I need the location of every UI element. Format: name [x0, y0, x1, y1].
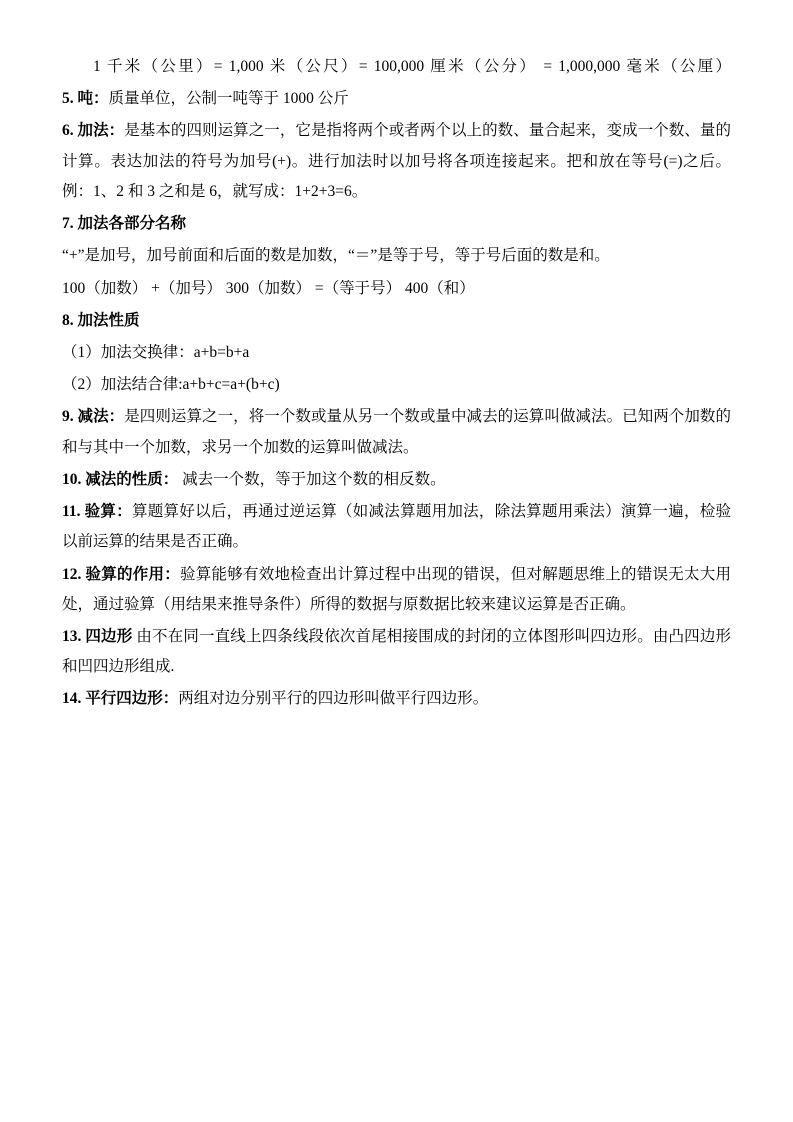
item-14-text: 两组对边分别平行的四边形叫做平行四边形。 [178, 690, 489, 708]
item-7-example-text: 100（加数） +（加号） 300（加数） =（等于号） 400（和） [62, 279, 475, 297]
item-12-text: 验算能够有效地检查出计算过程中出现的错误，但对解题思维上的错误无太大用处，通过验算（用结果来推导条件）所得的数据与原数据比较来建议运算是否正确。 [62, 565, 731, 613]
item-7-body-text: “+”是加号，加号前面和后面的数是加数，“＝”是等于号，等于号后面的数是和。 [62, 247, 610, 265]
item-10-text: 减去一个数，等于加这个数的相反数。 [178, 470, 446, 488]
item-11-lead: 11. 验算： [62, 503, 132, 521]
paragraph-item-5 [62, 84, 731, 114]
item-6-text: 是基本的四则运算之一，它是指将两个或者两个以上的数、量合起来，变成一个数、量的计算。表达加法的符号为加号(+)。进行加法时以加号将各项连接起来。把和放在等号(=)之后。 例：1、2 和 3 之和是 6，就写成：1+2+3=6。 [62, 122, 731, 200]
item-13-lead: 13. 四边形 [62, 627, 133, 645]
item-9-text: 是四则运算之一，将一个数或量从另一个数或量中减去的运算叫做减法。已知两个加数的和与其中一个加数，求另一个加数的运算叫做减法。 [62, 408, 731, 456]
paragraph-item-14 [62, 684, 731, 714]
item-5-lead: 5. 吨： [62, 90, 109, 108]
unit-conversion-text: 1 千米（公里）= 1,000 米（公尺）= 100,000 厘米（公分） = 1,000,000 毫米（公厘） [93, 58, 731, 75]
item-11-text: 算题算好以后，再通过逆运算（如减法算题用加法，除法算题用乘法）演算一遍，检验以前运算的结果是否正确。 [62, 503, 731, 551]
paragraph-item-8-line2 [62, 370, 731, 400]
item-8-line1-text: （1）加法交换律：a+b=b+a [62, 343, 250, 361]
paragraph-item-8-line1 [62, 338, 731, 368]
document-body [62, 52, 731, 715]
item-7-heading-text: 7. 加法各部分名称 [62, 215, 187, 233]
paragraph-unit-conversion [62, 52, 731, 82]
item-13-text: 由不在同一直线上四条线段依次首尾相接围成的封闭的立体图形叫四边形。由凸四边形和凹四边形组成. [62, 627, 731, 676]
paragraph-item-6 [62, 116, 731, 207]
item-8-heading-text: 8. 加法性质 [62, 311, 140, 329]
paragraph-item-13 [62, 622, 731, 682]
paragraph-item-9 [62, 402, 731, 462]
item-9-lead: 9. 减法： [62, 408, 125, 426]
paragraph-item-11 [62, 497, 731, 557]
heading-item-8 [62, 306, 731, 336]
paragraph-item-12 [62, 560, 731, 620]
paragraph-item-7-body [62, 241, 731, 271]
item-5-text: 质量单位，公制一吨等于 1000 公斤 [108, 90, 349, 108]
item-14-lead: 14. 平行四边形： [62, 690, 179, 708]
item-12-lead: 12. 验算的作用： [62, 565, 180, 583]
item-6-lead: 6. 加法： [62, 122, 125, 140]
item-10-lead: 10. 减法的性质： [62, 470, 179, 488]
item-8-line2-text: （2）加法结合律:a+b+c=a+(b+c) [62, 376, 280, 394]
paragraph-item-10 [62, 465, 731, 495]
paragraph-item-7-example [62, 274, 731, 304]
heading-item-7 [62, 209, 731, 239]
